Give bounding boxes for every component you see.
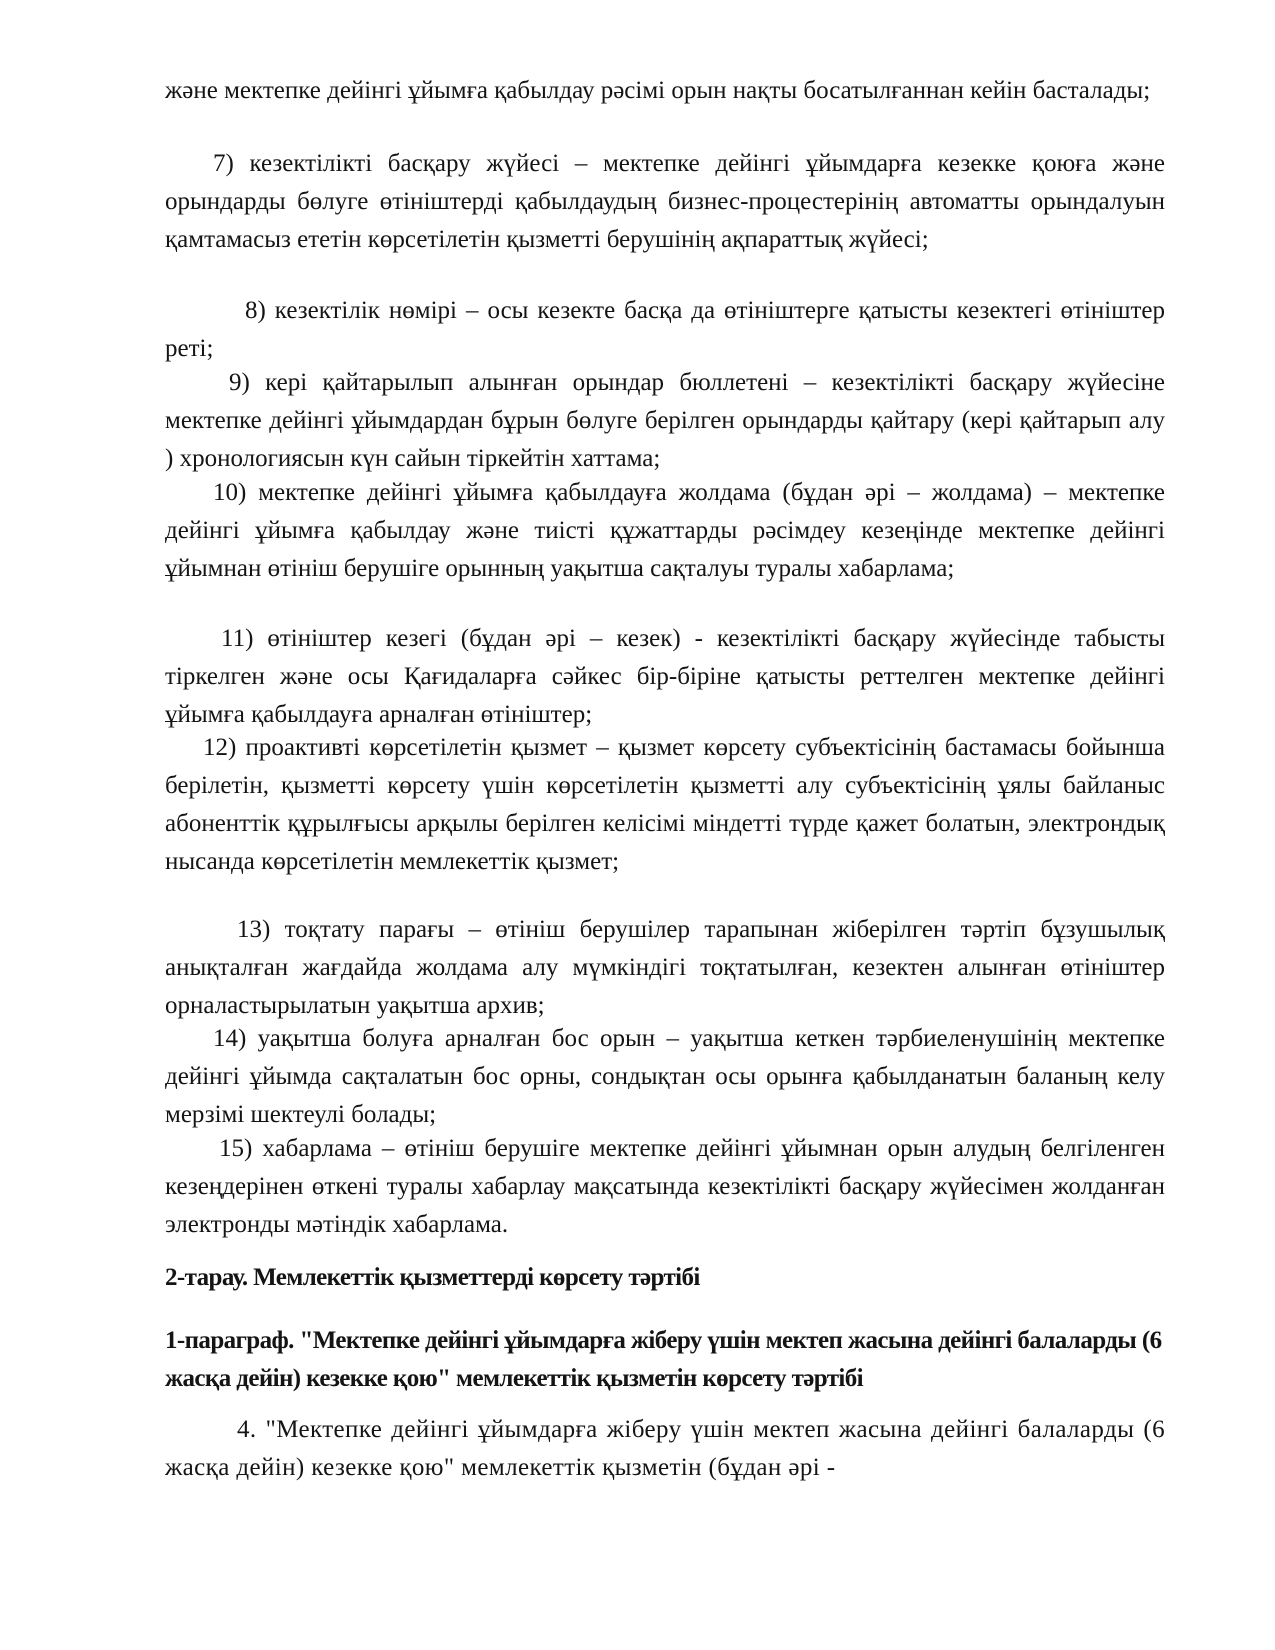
paragraph-item-8: 8) кезектілік нөмірі – осы кезекте басқа да өтініштерге қатысты кезектегі өтініштер реті; <box>165 297 1165 362</box>
paragraph-item-7: 7) кезектілікті басқару жүйесі – мектепке дейінгі ұйымдарға кезекке қоюға және орындарды бөлуге өтініштерді қабылдаудың бизнес-процестерінің автоматты орындалуын қамтамасыз ететін көрсетілетін қызметті берушінің ақпараттық жүйесі; <box>165 150 1165 253</box>
paragraph-continuation: және мектепке дейінгі ұйымға қабылдау рәсімі орын нақты босатылғаннан кейін басталады; <box>165 77 1151 104</box>
paragraph-item-14: 14) уақытша болуға арналған бос орын – уақытша кеткен тәрбиеленушінің мектепке дейінгі ұйымда сақталатын бос орны, сондықтан осы орынға қабылданатын баланың келу мерзімі шектеулі болады; <box>165 1025 1165 1128</box>
chapter-heading: 2-тарау. Мемлекеттік қызметтерді көрсету тәртібі <box>165 1264 700 1291</box>
paragraph-item-10: 10) мектепке дейінгі ұйымға қабылдауға жолдама (бұдан әрі – жолдама) – мектепке дейінгі ұйымға қабылдау және тиісті құжаттарды рәсімдеу кезеңінде мектепке дейінгі ұйымнан өтініш берушіге орынның уақытша сақталуы туралы хабарлама; <box>165 479 1165 582</box>
paragraph-item-15: 15) хабарлама – өтініш берушіге мектепке дейінгі ұйымнан орын алудың белгіленген кезеңдерінен өткені туралы хабарлау мақсатында кезектілікті басқару жүйесімен жолданған электронды мәтіндік хабарлама. <box>165 1135 1165 1238</box>
paragraph-item-4: 4. "Мектепке дейінгі ұйымдарға жіберу үшін мектеп жасына дейінгі балаларды (6 жасқа дейін) кезекке қою" мемлекеттік қызметін (бұдан әрі - <box>165 1416 1165 1481</box>
paragraph-item-13: 13) тоқтату парағы – өтініш берушілер тарапынан жіберілген тәртіп бұзушылық анықталған жағдайда жолдама алу мүмкіндігі тоқтатылған, кезектен алынған өтініштер орналастырылатын уақытша архив; <box>165 916 1165 1019</box>
paragraph-heading: 1-параграф. "Мектепке дейінгі ұйымдарға жіберу үшін мектеп жасына дейінгі балаларды (6 жасқа дейін) кезекке қою" мемлекеттік қызметін көрсету тәртібі <box>165 1327 1162 1392</box>
paragraph-item-12: 12) проактивті көрсетілетін қызмет – қызмет көрсету субъектісінің бастамасы бойынша берілетін, қызметті көрсету үшін көрсетілетін қызметті алу субъектісінің ұялы байланыс абоненттік құрылғысы арқылы берілген келісімі міндетті түрде қажет болатын, электрондық нысанда көрсетілетін мемлекеттік қызмет; <box>165 734 1165 875</box>
paragraph-item-11: 11) өтініштер кезегі (бұдан әрі – кезек) - кезектілікті басқару жүйесінде табысты тіркелген және осы Қағидаларға сәйкес бір-біріне қатысты реттелген мектепке дейінгі ұйымға қабылдауға арналған өтініштер; <box>165 625 1165 728</box>
paragraph-item-9: 9) кері қайтарылып алынған орындар бюллетені – кезектілікті басқару жүйесіне мектепке дейінгі ұйымдардан бұрын бөлуге берілген орындарды қайтару (кері қайтарып алу ) хронологиясын күн сайын тіркейтін хаттама; <box>165 369 1165 472</box>
